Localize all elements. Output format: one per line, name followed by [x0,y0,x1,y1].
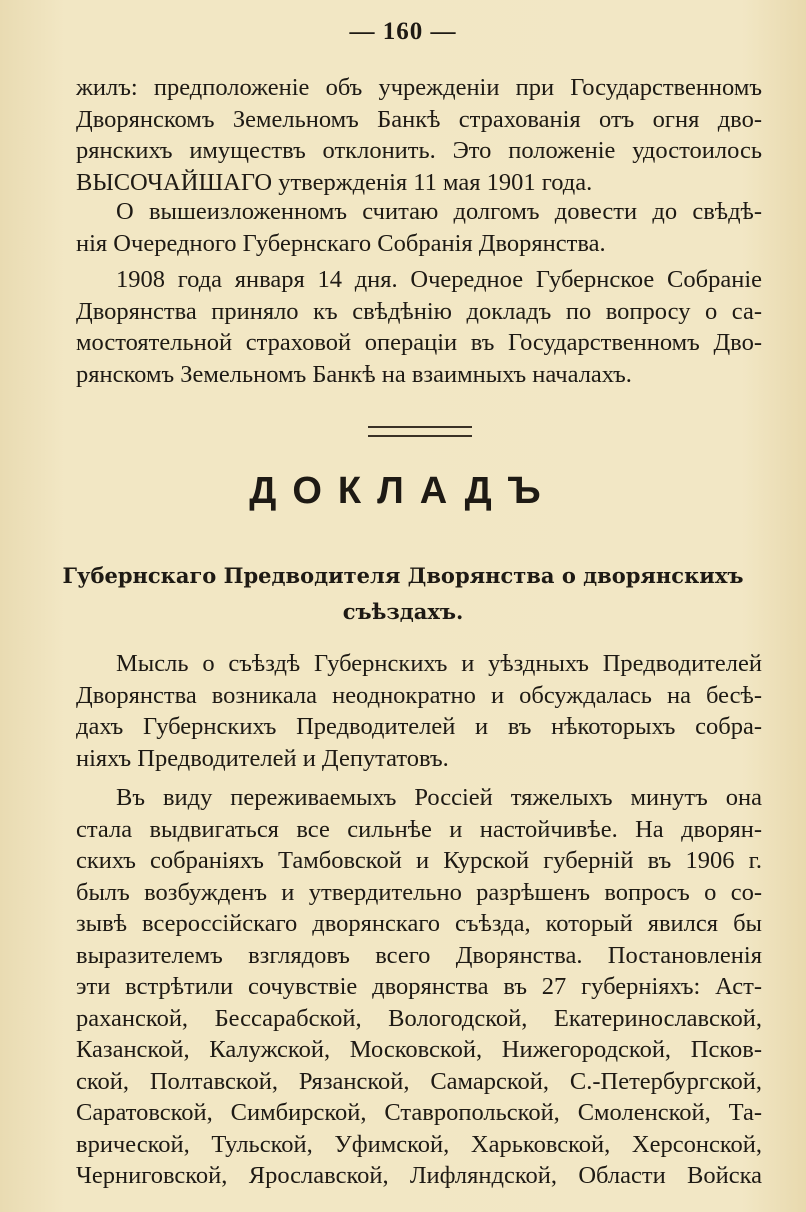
text-line: ВЫСОЧАЙШАГО утвержденія 11 мая 1901 года. [76,168,593,196]
paragraph-2 [76,196,762,259]
text-line: Дворянства возникала неоднократно и обсуждалась на бесѣ- [76,681,762,709]
text-line: дахъ Губернскихъ Предводителей и въ нѣкоторыхъ собра- [76,713,762,740]
section-subtitle [0,558,806,630]
text-line: Черниговской, Ярославской, Лифляндской, Области Войска [76,1162,762,1189]
text-line: скихъ собраніяхъ Тамбовской и Курской губерній въ 1906 г. [76,847,762,874]
text-line: рянскомъ Земельномъ Банкѣ на взаимныхъ началахъ. [76,360,632,388]
text-line: Дворянства приняло къ свѣдѣнію докладъ по вопросу о са- [76,297,762,325]
text-line: рянскихъ имуществъ отклонить. Это положеніе удостоилось [76,137,762,164]
text-line: О вышеизложенномъ считаю долгомъ довести до свѣдѣ- [116,198,762,225]
text-line: нія Очередного Губернскаго Собранія Дворянства. [76,229,606,257]
subtitle-line-1: Губернскаго Предводителя Дворянства о дворянскихъ [62,563,744,588]
text-line: выразителемъ взглядовъ всего Дворянства. Постановленія [76,941,762,969]
text-line: Въ виду переживаемыхъ Россіей тяжелыхъ минутъ она [116,784,762,811]
text-line: раханской, Бессарабской, Вологодской, Екатеринославской, [76,1004,762,1032]
text-line: Мысль о съѣздѣ Губернскихъ и уѣздныхъ Предводителей [116,650,762,677]
text-line: Дворянскомъ Земельномъ Банкѣ страхованія отъ огня дво- [76,105,762,133]
text-line: Казанской, Калужской, Московской, Нижегородской, Псков- [76,1036,762,1063]
section-divider [368,426,472,437]
text-line: ской, Полтавской, Рязанской, Самарской, С.-Петербургской, [76,1067,762,1095]
paragraph-5 [76,782,762,1192]
text-line: Саратовской, Симбирской, Ставропольской, Смоленской, Та- [76,1099,762,1126]
section-title: ДОКЛАДЪ [249,470,557,512]
text-line: 1908 года января 14 дня. Очередное Губернское Собраніе [116,266,762,293]
subtitle-line-2: съѣздахъ. [342,599,464,624]
text-line: жилъ: предположеніе объ учрежденіи при Государственномъ [76,74,762,101]
text-line: врической, Тульской, Уфимской, Харьковской, Херсонской, [76,1130,762,1158]
paragraph-4 [76,648,762,774]
paragraph-1 [76,72,762,198]
text-line: эти встрѣтили сочувствіе дворянства въ 27 губерніяхъ: Аст- [76,973,762,1000]
page-number: — 160 — [349,18,457,45]
text-line: ніяхъ Предводителей и Депутатовъ. [76,744,449,772]
text-line: зывѣ всероссійскаго дворянскаго съѣзда, который явился бы [76,910,762,937]
text-line: мостоятельной страховой операціи въ Государственномъ Дво- [76,329,762,356]
text-line: былъ возбужденъ и утвердительно разрѣшенъ вопросъ о со- [76,878,762,906]
paragraph-3 [76,264,762,390]
text-line: стала выдвигаться все сильнѣе и настойчивѣе. На дворян- [76,815,762,843]
